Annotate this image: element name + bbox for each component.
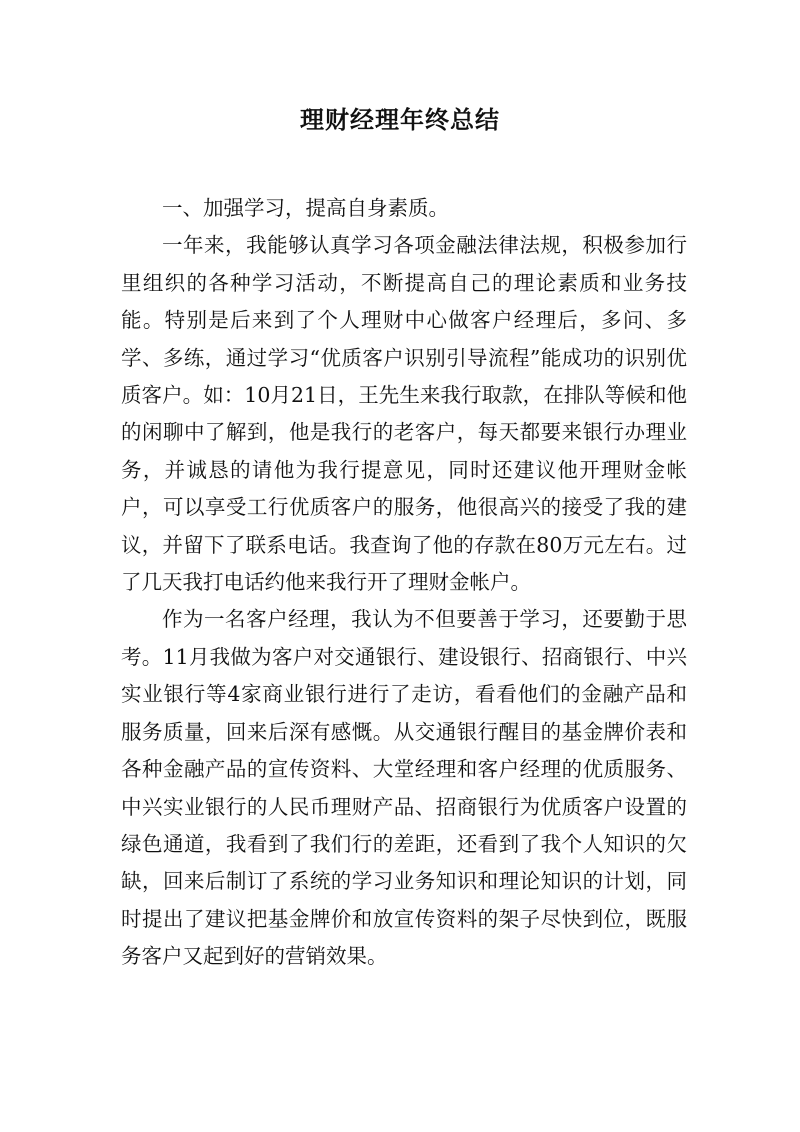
document-title: 理财经理年终总结 xyxy=(300,105,500,134)
body-paragraph: 一年来，我能够认真学习各项金融法律法规，积极参加行里组织的各种学习活动，不断提高自己的理论素质和业务技能。特别是后来到了个人理财中心做客户经理后，多问、多学、多练，通过学习“优质客户识别引导流程”能成功的识别优质客户。如：10月21日，王先生来我行取款，在排队等候和他的闲聊中了解到，他是我行的老客户，每天都要来银行办理业务，并诚恳的请他为我行提意见，同时还建议他开理财金帐户，可以享受工行优质客户的服务，他很高兴的接受了我的建议，并留下了联系电话。我查询了他的存款在80万元左右。过了几天我打电话约他来我行开了理财金帐户。 xyxy=(121,233,687,595)
section-heading-paragraph: 一、加强学习，提高自身素质。 xyxy=(162,196,449,220)
document-body xyxy=(121,190,687,976)
body-paragraph: 作为一名客户经理，我认为不但要善于学习，还要勤于思考。11月我做为客户对交通银行、建设银行、招商银行、中兴实业银行等4家商业银行进行了走访，看看他们的金融产品和服务质量，回来后深有感慨。从交通银行醒目的基金牌价表和各种金融产品的宣传资料、大堂经理和客户经理的优质服务、中兴实业银行的人民币理财产品、招商银行为优质客户设置的绿色通道，我看到了我们行的差距，还看到了我个人知识的欠缺，回来后制订了系统的学习业务知识和理论知识的计划，同时提出了建议把基金牌价和放宣传资料的架子尽快到位，既服务客户又起到好的营销效果。 xyxy=(121,607,687,969)
